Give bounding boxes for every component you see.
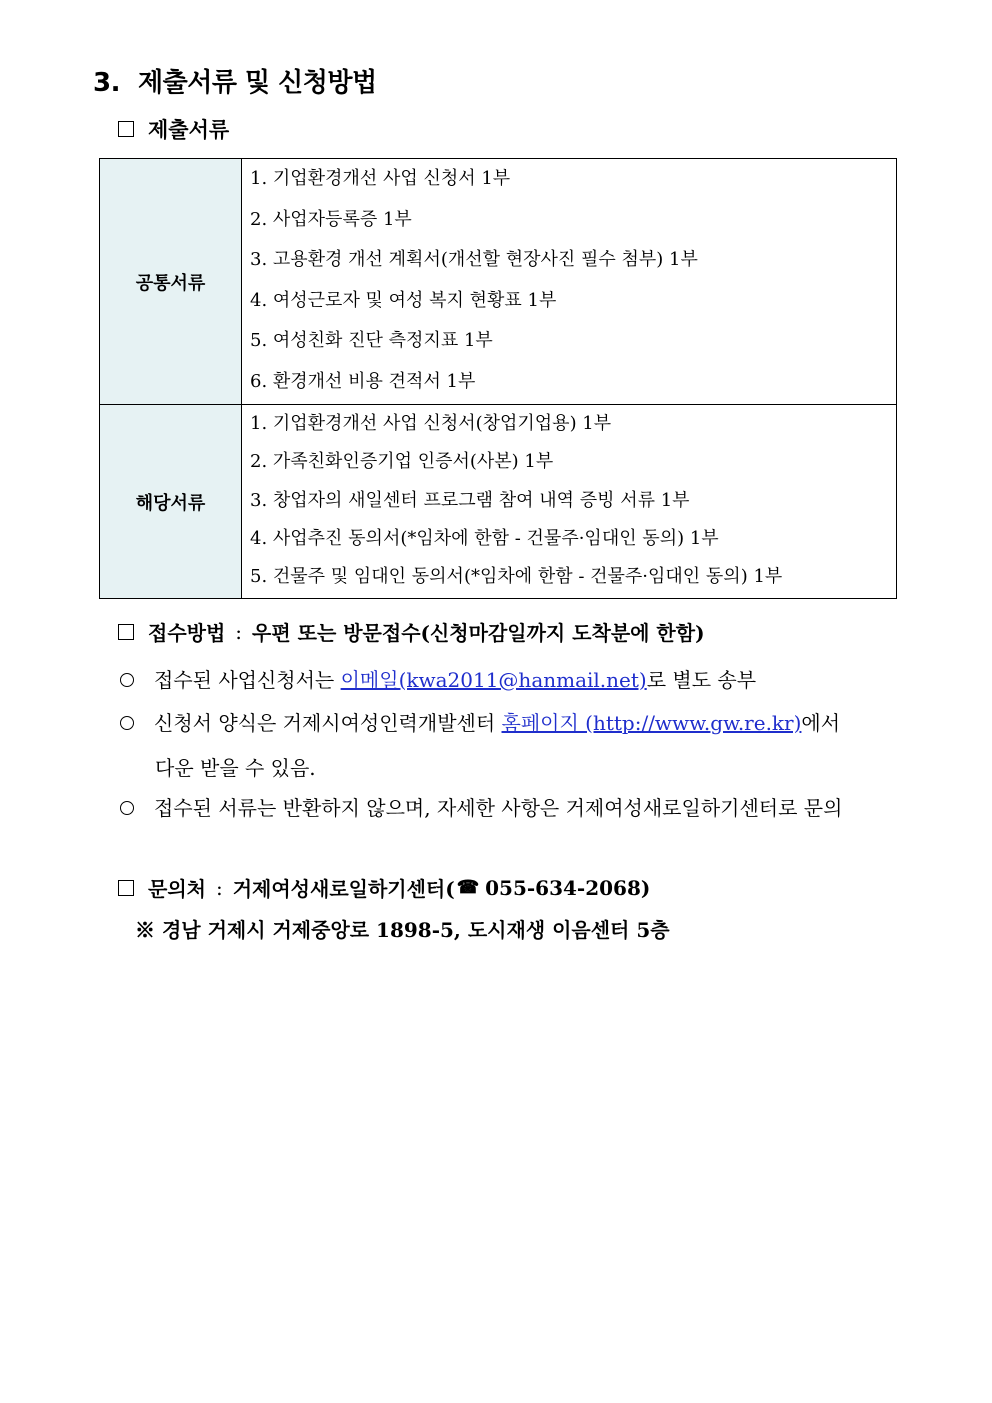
table-row	[100, 405, 897, 599]
list-item: 4. 여성근로자 및 여성 복지 현황표 1부	[250, 289, 557, 311]
list-item: 2. 사업자등록증 1부	[250, 208, 412, 230]
list-item: 4. 사업추진 동의서(*임차에 한함 - 건물주·임대인 동의) 1부	[250, 527, 719, 549]
list-item: 1. 기업환경개선 사업 신청서 1부	[250, 168, 511, 189]
reception-method	[118, 617, 705, 646]
list-item: 2. 가족친화인증기업 인증서(사본) 1부	[250, 451, 554, 473]
table-row	[100, 159, 897, 405]
list-item: 3. 고용환경 개선 계획서(개선할 현장사진 필수 첨부) 1부	[250, 249, 698, 270]
circle-bullet-icon	[120, 801, 134, 815]
contact-label: 문의처	[148, 877, 206, 901]
documents-table	[99, 158, 897, 599]
common-docs-label: 공통서류	[100, 159, 242, 405]
reception-value: 우편 또는 방문접수(신청마감일까지 도착분에 한함)	[252, 621, 705, 645]
list-item: 5. 여성친화 진단 측정지표 1부	[250, 330, 493, 351]
checkbox-square-icon	[118, 121, 134, 137]
reception-separator: :	[235, 619, 243, 644]
circle-bullet-icon	[120, 673, 134, 687]
section-title-text: 제출서류 및 신청방법	[137, 68, 377, 98]
homepage-link[interactable]: 홈페이지 (http://www.gw.re.kr)	[501, 711, 802, 735]
reception-label: 접수방법	[148, 621, 226, 645]
section-title	[93, 62, 377, 99]
contact-address: ※ 경남 거제시 거제중앙로 1898-5, 도시재생 이음센터 5층	[135, 918, 670, 942]
list-item: 3. 창업자의 새일센터 프로그램 참여 내역 증빙 서류 1부	[250, 489, 690, 511]
checkbox-square-icon	[118, 624, 134, 640]
circle-bullet-icon	[120, 716, 134, 730]
docs-heading	[118, 114, 229, 144]
bullet-text: 신청서 양식은 거제시여성인력개발센터	[154, 711, 502, 735]
checkbox-square-icon	[118, 880, 134, 896]
bullet-inquiry-note	[120, 794, 842, 822]
bullet-text: 에서	[801, 711, 841, 735]
bullet-homepage-continuation: 다운 받을 수 있음.	[155, 756, 316, 780]
list-item: 5. 건물주 및 임대인 동의서(*임차에 한함 - 건물주·임대인 동의) 1부	[250, 566, 783, 588]
list-item: 6. 환경개선 비용 견적서 1부	[250, 370, 476, 392]
bullet-homepage	[120, 709, 840, 737]
contact-separator: :	[215, 875, 223, 900]
common-docs-list	[242, 159, 896, 404]
list-item: 1. 기업환경개선 사업 신청서(창업기업용) 1부	[250, 413, 612, 434]
applicable-docs-label: 해당서류	[100, 405, 242, 599]
bullet-text: 접수된 사업신청서는	[154, 668, 341, 692]
bullet-email	[120, 666, 756, 694]
applicable-docs-cell	[242, 405, 897, 599]
contact-phone: 055-634-2068)	[485, 875, 651, 900]
docs-heading-text: 제출서류	[148, 117, 230, 142]
common-docs-cell	[242, 159, 897, 405]
bullet-text: 로 별도 송부	[646, 668, 757, 692]
telephone-icon: ☎	[456, 877, 480, 898]
section-number: 3.	[93, 68, 120, 98]
email-link[interactable]: 이메일(kwa2011@hanmail.net)	[340, 668, 647, 692]
bullet-text: 접수된 서류는 반환하지 않으며, 자세한 사항은 거제여성새로일하기센터로 문의	[154, 796, 843, 820]
contact-name: 거제여성새로일하기센터(	[232, 877, 455, 901]
contact	[118, 873, 650, 902]
applicable-docs-list	[242, 405, 896, 598]
